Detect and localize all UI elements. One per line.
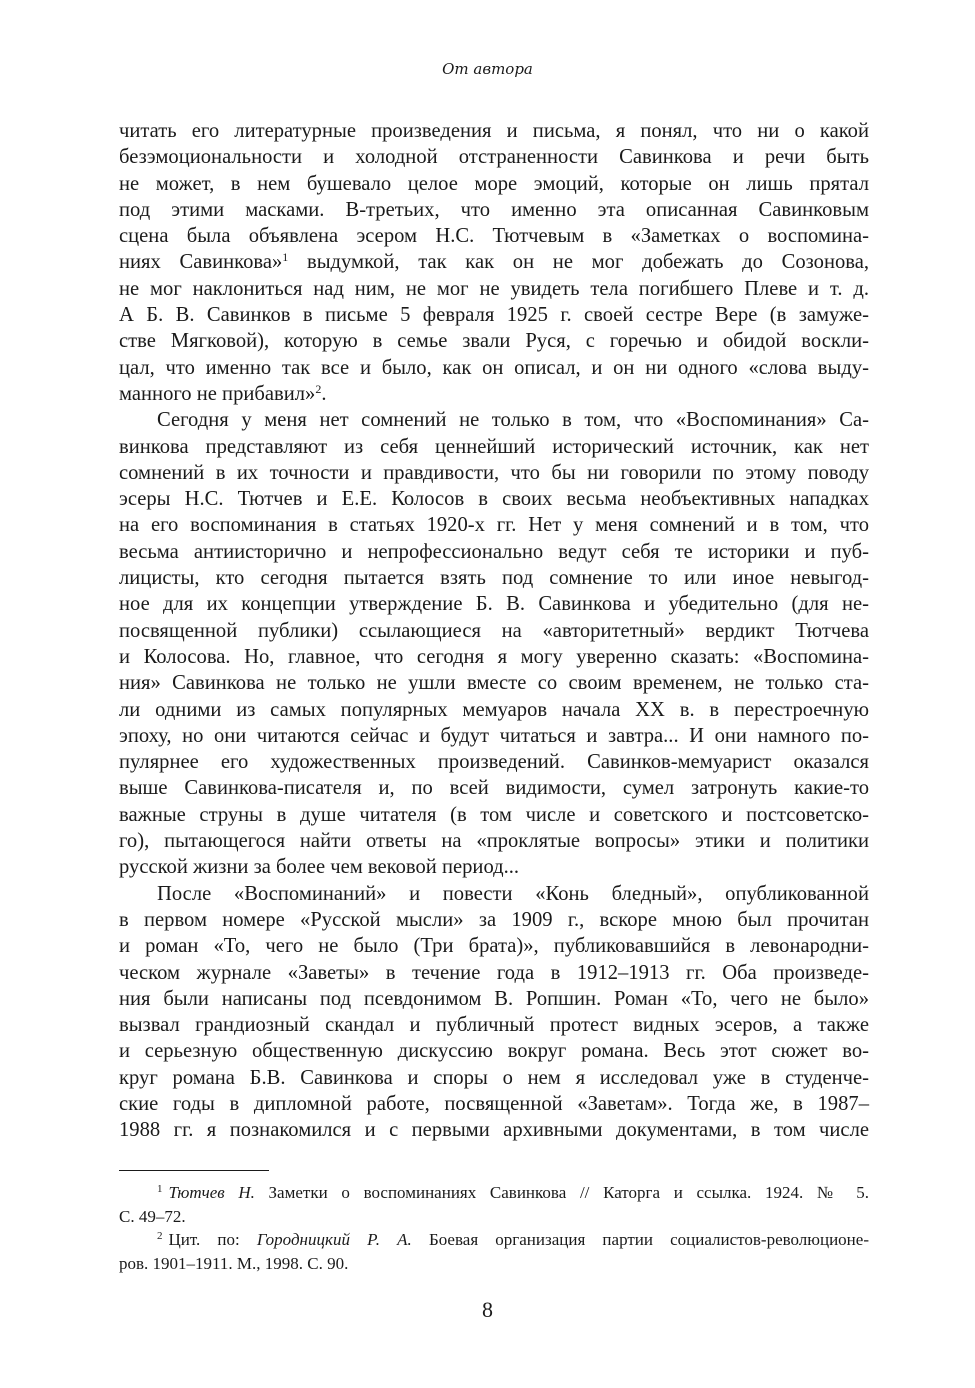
text-line-continuation: выдумкой, так как он не мог добежать до Созонова,	[288, 251, 870, 274]
text-line	[119, 565, 869, 591]
text-line-content: под этими масками. В-третьих, что именно эта описанная Савинковым	[119, 198, 869, 221]
text-line	[119, 881, 869, 907]
text-line	[119, 434, 869, 460]
text-line-content: важные струны в душе читателя (в том числе и советского и постсоветско-	[119, 803, 869, 826]
text-line	[119, 486, 869, 512]
text-line-content: в первом номере «Русской мысли» за 1909 г., вскоре мною был прочитан	[119, 908, 869, 931]
text-line	[119, 171, 869, 197]
page-number: 8	[482, 1297, 493, 1322]
text-line	[119, 381, 869, 407]
text-line-content: пулярнее его художественных произведений. Савинков-мемуарист оказался	[119, 751, 869, 774]
text-line-content: безэмоциональности и холодной отстраненности Савинкова и речи быть	[119, 146, 869, 169]
text-line-continuation: .	[321, 382, 327, 405]
footnote-reference: 2	[315, 381, 322, 396]
text-line-content: сцена была объявлена эсером Н.С. Тютчевым в «Заметках о воспомина-	[119, 225, 869, 248]
text-line-content: ное для их концепции утверждение Б. В. Савинкова и убедительно (для не-	[119, 593, 869, 616]
text-line	[119, 197, 869, 223]
text-line-content: 1988 гг. я познакомился и с первыми архивными документами, в том числе	[119, 1119, 869, 1142]
footnote-2-number: 2	[157, 1230, 163, 1242]
text-line-content: русской жизни за более чем вековой период...	[119, 856, 520, 879]
text-line-content: не мог наклониться над ним, не мог не увидеть тела погибшего Плеве и т. д.	[119, 277, 869, 300]
footnote-1-text: Заметки о воспоминаниях Савинкова // Каторга и ссылка. 1924. № 5.	[254, 1183, 869, 1202]
footnote-2-line-2: ров. 1901–1911. М., 1998. С. 90.	[119, 1253, 349, 1273]
text-line	[119, 644, 869, 670]
footnote-1-author: Тютчев Н.	[168, 1183, 255, 1202]
text-line	[119, 697, 869, 723]
text-line-content: круг романа Б.В. Савинкова и споры о нем я исследовал уже в студенче-	[119, 1066, 869, 1089]
text-line-content: ские годы в дипломной работе, посвященной «Заветам». Тогда же, в 1987–	[119, 1092, 869, 1115]
text-line	[119, 618, 869, 644]
text-line	[119, 1091, 869, 1117]
text-line-content: ли одними из самых популярных мемуаров начала XX в. в перестроечную	[119, 698, 869, 721]
text-line-content: и роман «То, чего не было (Три брата)», публиковавшийся в левонародни-	[119, 935, 869, 958]
text-line-content: Сегодня у меня нет сомнений не только в том, что «Воспоминания» Са-	[157, 409, 869, 432]
text-line-content: и Колосова. Но, главное, что сегодня я могу уверенно сказать: «Воспомина-	[119, 645, 869, 668]
text-line-content: го), пытающегося найти ответы на «проклятые вопросы» этики и политики	[119, 830, 869, 853]
footnotes	[119, 1181, 869, 1275]
text-line	[119, 591, 869, 617]
text-line-content: стве Мягковой), которую в семье звали Руся, с горечью и обидой воскли-	[119, 330, 869, 353]
text-line-content: посвященной публики) ссылающиеся на «авторитетный» вердикт Тютчева	[119, 619, 869, 642]
text-line-content: манного не прибавил»	[119, 382, 316, 405]
text-line	[119, 775, 869, 801]
running-title: От автора	[442, 60, 533, 78]
text-line-content: вызвал грандиозный скандал и публичный протест видных эсеров, а также	[119, 1014, 869, 1037]
text-line-content: и серьезную общественную дискуссию вокруг романа. Весь этот сюжет во-	[119, 1040, 869, 1063]
text-line-content: на его воспоминания в статьях 1920-х гг. Нет у меня сомнений и в том, что	[119, 514, 869, 537]
text-line	[119, 1012, 869, 1038]
text-line	[119, 1038, 869, 1064]
text-line	[119, 986, 869, 1012]
text-line	[119, 670, 869, 696]
text-line	[119, 118, 869, 144]
text-line	[119, 223, 869, 249]
text-line	[119, 933, 869, 959]
main-text	[119, 118, 869, 1144]
text-line	[119, 1117, 869, 1143]
text-line-content: ческом журнале «Заветы» в течение года в 1912–1913 гг. Оба произведе-	[119, 961, 869, 984]
text-line-content: ния» Савинкова не только не ушли вместе со своим временем, не только ста-	[119, 672, 869, 695]
text-line	[119, 512, 869, 538]
text-line	[119, 907, 869, 933]
text-line	[119, 539, 869, 565]
text-line	[119, 276, 869, 302]
text-line	[119, 302, 869, 328]
text-line	[119, 723, 869, 749]
text-line-content: После «Воспоминаний» и повести «Конь бледный», опубликованной	[157, 882, 869, 905]
text-line-content: эсеры Н.С. Тютчев и Е.Е. Колосов в своих весьма необъективных нападках	[119, 488, 869, 511]
text-line	[119, 749, 869, 775]
text-line	[119, 828, 869, 854]
text-line-content: эпоху, но они читаются сейчас и будут читаться и завтра... И они намного по-	[119, 724, 869, 747]
footnote-reference: 1	[282, 250, 289, 265]
text-line	[119, 960, 869, 986]
text-line-content: цал, что именно так все и было, как он описал, и он ни одного «слова выду-	[119, 356, 869, 379]
footnote-1-number: 1	[157, 1183, 163, 1195]
text-line-content: не может, в нем бушевало целое море эмоций, которые он лишь прятал	[119, 172, 869, 195]
text-line	[119, 249, 869, 275]
footnote-1-line-2: С. 49–72.	[119, 1206, 186, 1226]
text-line	[119, 144, 869, 170]
text-line-content: весьма антиисторично и непрофессионально ведут себя те историки и пуб-	[119, 540, 869, 563]
text-line-content: читать его литературные произведения и письма, я понял, что ни о какой	[119, 120, 869, 142]
footnote-2-text: Боевая организация партии социалистов-революционе-	[411, 1230, 869, 1249]
text-line-content: лицисты, кто сегодня пытается взять под сомнение то или иное невыгод-	[119, 567, 869, 590]
text-line-content: А Б. В. Савинков в письме 5 февраля 1925 г. своей сестре Вере (в замуже-	[119, 304, 869, 327]
text-line	[119, 802, 869, 828]
footnote-2-prefix: Цит. по:	[168, 1230, 257, 1249]
footnote-2-line-1	[119, 1228, 869, 1252]
text-line-content: выше Савинкова-писателя и, по всей видимости, сумел затронуть какие-то	[119, 777, 869, 800]
text-line	[119, 854, 869, 880]
text-line-content: ния были написаны под псевдонимом В. Ропшин. Роман «То, чего не было»	[119, 987, 869, 1010]
text-line	[119, 407, 869, 433]
text-line-content: ниях Савинкова»	[119, 251, 283, 274]
text-line	[119, 355, 869, 381]
text-line-content: винкова представляют из себя ценнейший исторический источник, как нет	[119, 435, 869, 458]
text-line-content: сомнений в их точности и правдивости, что бы ни говорили по этому поводу	[119, 461, 869, 484]
text-line	[119, 328, 869, 354]
text-line	[119, 1065, 869, 1091]
footnote-separator	[119, 1170, 269, 1171]
footnote-1-line-1	[119, 1181, 869, 1205]
footnote-2-author: Городницкий Р. А.	[256, 1230, 412, 1249]
text-line	[119, 460, 869, 486]
